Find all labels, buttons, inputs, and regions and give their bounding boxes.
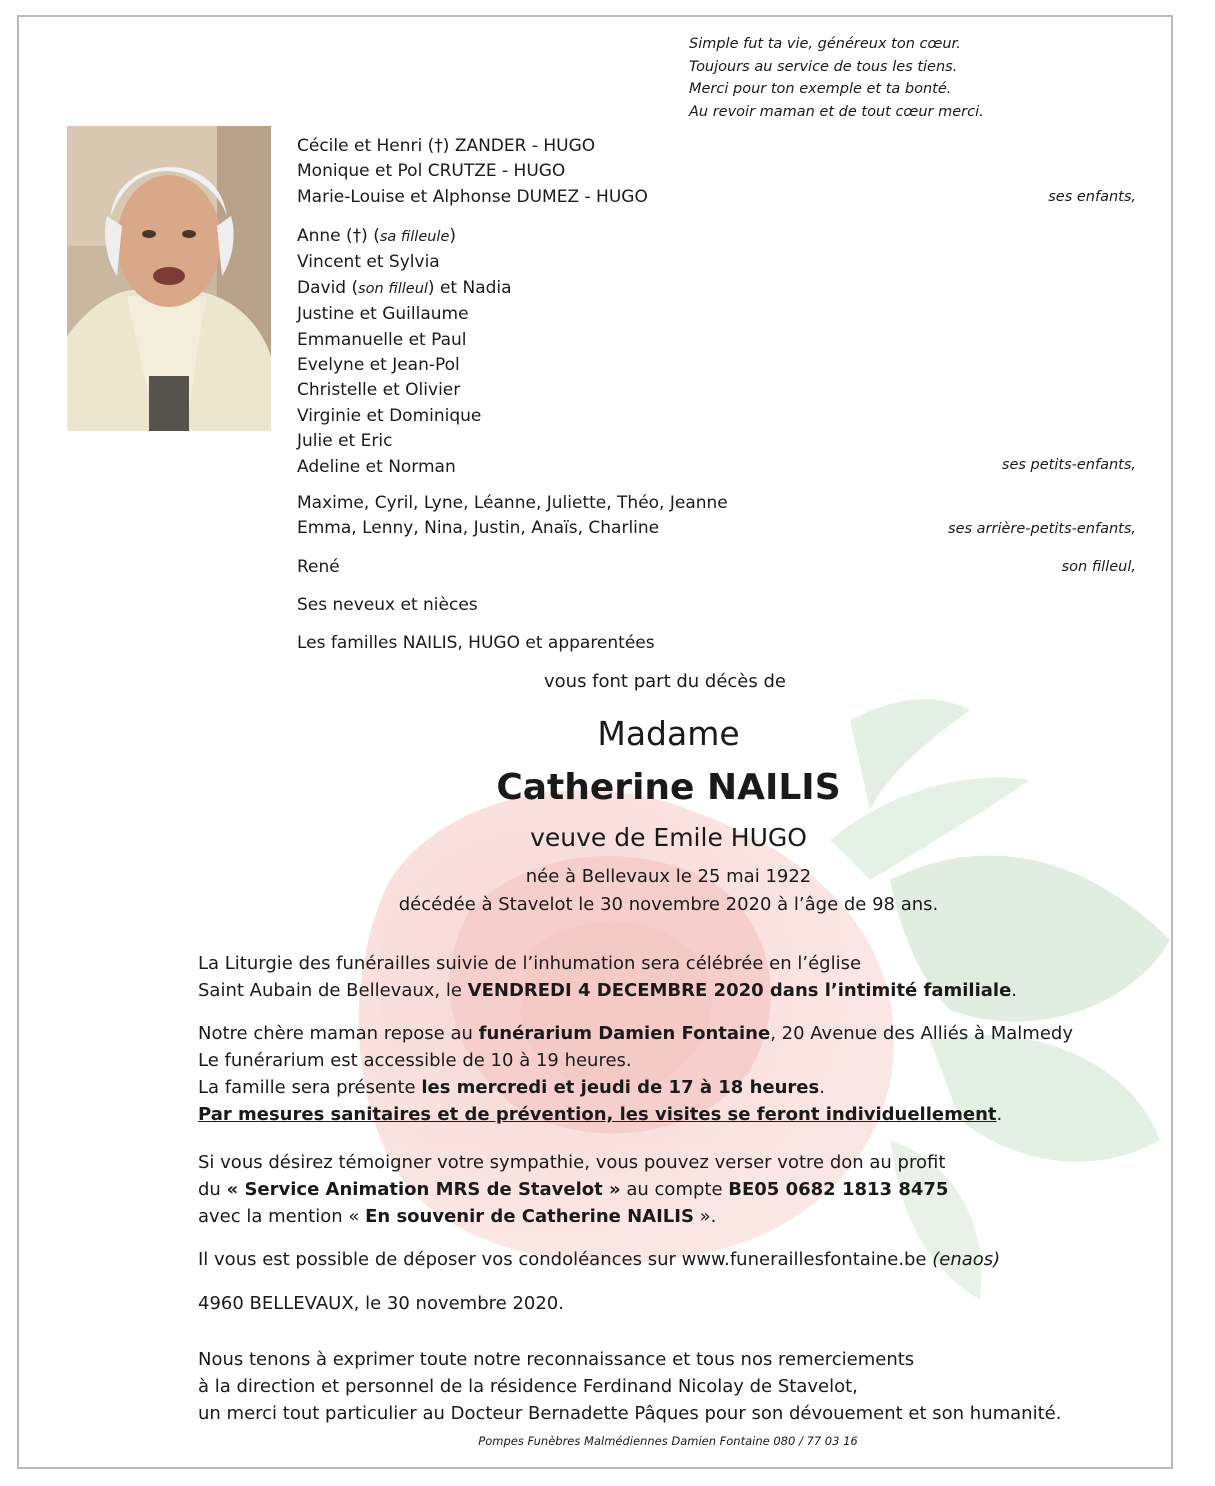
godchild-note: sa filleule: [379, 229, 450, 245]
liturgy-line: [198, 977, 1017, 1004]
condolences-line: [198, 1246, 1000, 1273]
children-list: [297, 134, 648, 210]
announce-line: vous font part du décès de: [544, 671, 786, 692]
liturgy-paragraph: [198, 950, 1017, 1004]
funerarium-line: [198, 1020, 1073, 1047]
funerarium-text: La famille sera présente: [198, 1077, 422, 1098]
thanks-paragraph: [198, 1346, 1061, 1427]
funerarium-line: Le funérarium est accessible de 10 à 19 heures.: [198, 1050, 632, 1071]
liturgy-text: Saint Aubain de Bellevaux, le: [198, 980, 468, 1001]
donation-line: [198, 1176, 948, 1203]
footer-funeral-home: Pompes Funèbres Malmédiennes Damien Fontaine 080 / 77 03 16: [478, 1434, 858, 1448]
donation-recipient: « Service Animation MRS de Stavelot »: [226, 1179, 621, 1200]
period: .: [1011, 980, 1018, 1001]
funerarium-text: Notre chère maman repose au: [198, 1023, 479, 1044]
period: .: [819, 1077, 825, 1098]
donation-line: [198, 1203, 948, 1230]
list-item: Cécile et Henri (†) ZANDER - HUGO: [297, 136, 596, 156]
liturgy-line: La Liturgie des funérailles suivie de l’inhumation sera célébrée en l’église: [198, 953, 862, 974]
donation-text: du: [198, 1179, 227, 1200]
paren-close: ): [449, 226, 457, 246]
nephews-line: Ses neveux et nièces: [297, 595, 478, 615]
funerarium-paragraph: [198, 1020, 1073, 1128]
birth-line: née à Bellevaux le 25 mai 1922: [525, 866, 812, 887]
list-item: Justine et Guillaume: [297, 304, 469, 325]
donation-mention: En souvenir de Catherine NAILIS: [365, 1206, 694, 1227]
grandchildren-role: ses petits-enfants,: [1001, 457, 1136, 473]
list-item: Emma, Lenny, Nina, Justin, Anaïs, Charline: [297, 518, 660, 539]
list-item: Vincent et Sylvia: [297, 252, 440, 273]
children-role: ses enfants,: [1048, 189, 1136, 205]
liturgy-date: VENDREDI 4 DECEMBRE 2020 dans l’intimité familiale: [467, 980, 1012, 1001]
grandchild-name: David (: [297, 277, 359, 298]
godson-role: son filleul,: [1061, 559, 1136, 575]
poem-line: Simple fut ta vie, généreux ton cœur.: [689, 36, 961, 52]
list-item: Monique et Pol CRUTZE - HUGO: [297, 161, 566, 182]
condolences-note: (enaos): [932, 1249, 1001, 1270]
portrait-photo: [67, 126, 271, 431]
list-item: [297, 276, 512, 302]
poem-line: Merci pour ton exemple et ta bonté.: [689, 81, 952, 97]
thanks-line: Nous tenons à exprimer toute notre reconnaissance et tous nos remerciements: [198, 1349, 915, 1370]
sanitary-notice: Par mesures sanitaires et de prévention, les visites se feront individuellement: [198, 1104, 997, 1125]
deceased-name: Catherine NAILIS: [496, 767, 841, 808]
list-item: Christelle et Olivier: [297, 380, 461, 401]
great-grandchildren-role: ses arrière-petits-enfants,: [948, 521, 1136, 537]
list-item: Evelyne et Jean-Pol: [297, 355, 460, 376]
list-item: Marie-Louise et Alphonse DUMEZ - HUGO: [297, 186, 648, 207]
list-item: Virginie et Dominique: [297, 405, 482, 426]
grandchildren-list: [297, 224, 512, 480]
funerarium-address: , 20 Avenue des Alliés à Malmedy: [770, 1023, 1073, 1044]
grandchild-name: Anne (†) (: [297, 226, 380, 246]
bank-account: BE05 0682 1813 8475: [728, 1179, 949, 1200]
list-item: Maxime, Cyril, Lyne, Léanne, Juliette, Théo, Jeanne: [297, 493, 728, 513]
period: .: [996, 1104, 1003, 1125]
list-item: Emmanuelle et Paul: [297, 329, 467, 350]
deceased-title: Madame: [597, 714, 740, 753]
list-item: Julie et Eric: [297, 431, 393, 452]
list-item: Adeline et Norman: [297, 456, 456, 477]
families-line: Les familles NAILIS, HUGO et apparentées: [297, 633, 655, 653]
thanks-line: à la direction et personnel de la résidence Ferdinand Nicolay de Stavelot,: [198, 1376, 858, 1397]
deceased-widow: veuve de Emile HUGO: [530, 823, 807, 852]
donation-text: ».: [693, 1206, 717, 1227]
godson-name: René: [297, 557, 340, 577]
donation-text: au compte: [620, 1179, 729, 1200]
list-item: [297, 224, 512, 250]
visiting-hours: les mercredi et jeudi de 17 à 18 heures: [421, 1077, 820, 1098]
funerarium-line: [198, 1074, 1073, 1101]
poem-line: Au revoir maman et de tout cœur merci.: [689, 103, 984, 120]
poem-line: Toujours au service de tous les tiens.: [689, 58, 958, 75]
funerarium-name: funérarium Damien Fontaine: [478, 1023, 771, 1044]
donation-paragraph: [198, 1149, 948, 1230]
donation-text: avec la mention «: [198, 1206, 366, 1227]
grandchild-partner: ) et Nadia: [427, 277, 512, 298]
condolences-text: Il vous est possible de déposer vos condoléances sur www.funeraillesfontaine.be: [198, 1249, 933, 1270]
donation-line: Si vous désirez témoigner votre sympathie, vous pouvez verser votre don au profit: [198, 1152, 946, 1173]
poem: [689, 33, 984, 123]
place-date: 4960 BELLEVAUX, le 30 novembre 2020.: [198, 1293, 564, 1314]
godchild-note: son filleul: [358, 280, 428, 297]
funerarium-line: [198, 1101, 1073, 1128]
thanks-line: un merci tout particulier au Docteur Bernadette Pâques pour son dévouement et son humanité.: [198, 1403, 1062, 1424]
great-grandchildren-list: [297, 491, 728, 542]
death-line: décédée à Stavelot le 30 novembre 2020 à l’âge de 98 ans.: [398, 894, 939, 915]
